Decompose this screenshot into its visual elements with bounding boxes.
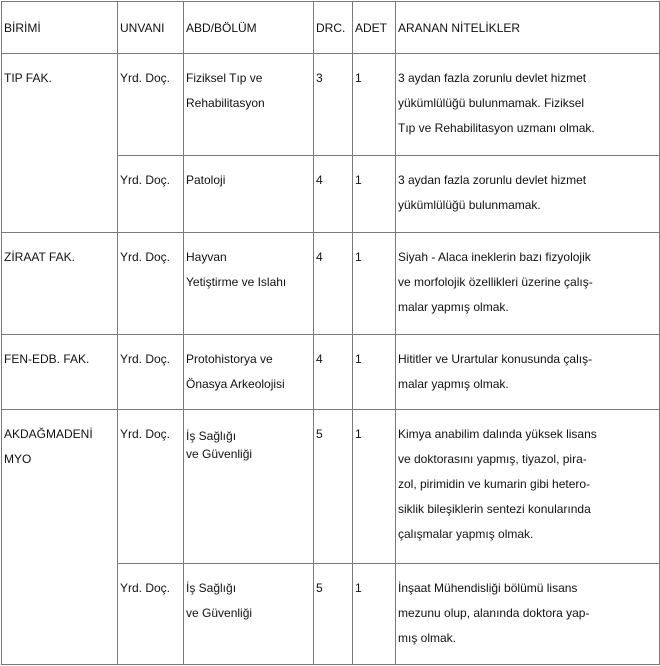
cell-adet	[353, 233, 396, 335]
cell-drc	[314, 156, 353, 233]
adet-value: 1	[355, 352, 362, 366]
cell-adet	[353, 410, 396, 564]
drc-value: 4	[316, 352, 323, 366]
table-row	[2, 335, 660, 410]
birim-text: AKDAĞMADENİ	[4, 427, 93, 441]
cell-adet	[353, 54, 396, 156]
cell-birim	[2, 410, 118, 665]
nitelik-text: Kimya anabilim dalında yüksek lisans	[398, 427, 597, 441]
drc-value: 3	[316, 71, 323, 85]
nitelik-text: malar yapmış olmak.	[398, 377, 509, 391]
cell-unvan	[118, 410, 184, 564]
nitelik-text: ve doktorasını yapmış, tiyazol, pira-	[398, 452, 587, 466]
unvan-text: Yrd. Doç.	[120, 250, 171, 264]
cell-birim	[2, 335, 118, 410]
nitelik-text: çalışmalar yapmış olmak.	[398, 527, 534, 541]
adet-value: 1	[355, 173, 362, 187]
nitelik-text: yükümlülüğü bulunmamak.	[398, 198, 541, 212]
nitelik-text: malar yapmış olmak.	[398, 300, 509, 314]
nitelik-text: mezunu olup, alanında doktora yap-	[398, 606, 590, 620]
abd-text: Rehabilitasyon	[186, 96, 265, 110]
unvan-text: Yrd. Doç.	[120, 71, 171, 85]
cell-abd	[184, 156, 314, 233]
header-unvan: UNVANI	[118, 2, 184, 54]
cell-drc	[314, 54, 353, 156]
cell-unvan	[118, 156, 184, 233]
abd-text: ve Güvenliği	[186, 606, 253, 620]
birim-text: ZİRAAT FAK.	[4, 250, 75, 264]
table-row	[2, 410, 660, 564]
cell-unvan	[118, 54, 184, 156]
drc-value: 4	[316, 173, 323, 187]
cell-abd	[184, 564, 314, 665]
cell-unvan	[118, 233, 184, 335]
abd-text: Protohistorya ve	[186, 352, 273, 366]
nitelik-text: İnşaat Mühendisliği bölümü lisans	[398, 581, 578, 595]
nitelik-text: 3 aydan fazla zorunlu devlet hizmet	[398, 71, 587, 85]
header-birim: BİRİMİ	[2, 2, 118, 54]
cell-drc	[314, 233, 353, 335]
cell-adet	[353, 156, 396, 233]
abd-text: Fiziksel Tıp ve	[186, 71, 263, 85]
cell-drc	[314, 564, 353, 665]
cell-nitelik	[396, 335, 660, 410]
cell-nitelik	[396, 54, 660, 156]
drc-value: 4	[316, 250, 323, 264]
adet-value: 1	[355, 427, 362, 441]
header-nitelik: ARANAN NİTELİKLER	[396, 2, 660, 54]
cell-abd	[184, 410, 314, 564]
header-adet: ADET	[353, 2, 396, 54]
positions-table	[1, 1, 660, 665]
cell-abd	[184, 335, 314, 410]
cell-unvan	[118, 335, 184, 410]
cell-birim	[2, 54, 118, 233]
cell-unvan	[118, 564, 184, 665]
cell-abd	[184, 54, 314, 156]
table-row	[2, 54, 660, 156]
table-row	[2, 233, 660, 335]
nitelik-text: siklik bileşiklerin sentezi konularında	[398, 502, 591, 516]
nitelik-text: Hititler ve Urartular konusunda çalış-	[398, 352, 593, 366]
abd-text: Hayvan	[186, 250, 227, 264]
nitelik-text: ve morfolojik özellikleri üzerine çalış-	[398, 275, 593, 289]
nitelik-text: Siyah - Alaca ineklerin bazı fizyolojik	[398, 250, 591, 264]
abd-text: Patoloji	[186, 173, 226, 187]
cell-adet	[353, 564, 396, 665]
nitelik-text: 3 aydan fazla zorunlu devlet hizmet	[398, 173, 587, 187]
cell-nitelik	[396, 564, 660, 665]
nitelik-text: zol, pirimidin ve kumarin gibi hetero-	[398, 477, 591, 491]
adet-value: 1	[355, 250, 362, 264]
adet-value: 1	[355, 581, 362, 595]
abd-text: Yetiştirme ve Islahı	[186, 275, 287, 289]
unvan-text: Yrd. Doç.	[120, 427, 171, 441]
birim-text: FEN-EDB. FAK.	[4, 352, 90, 366]
header-row	[2, 2, 660, 54]
nitelik-text: Tıp ve Rehabilitasyon uzmanı olmak.	[398, 121, 595, 135]
abd-text: İş Sağlığı	[186, 581, 237, 595]
cell-nitelik	[396, 410, 660, 564]
unvan-text: Yrd. Doç.	[120, 581, 171, 595]
cell-drc	[314, 410, 353, 564]
adet-value: 1	[355, 71, 362, 85]
header-abd: ABD/BÖLÜM	[184, 2, 314, 54]
cell-birim	[2, 233, 118, 335]
drc-value: 5	[316, 581, 323, 595]
cell-drc	[314, 335, 353, 410]
unvan-text: Yrd. Doç.	[120, 173, 171, 187]
abd-text: Önasya Arkeolojisi	[186, 377, 285, 391]
nitelik-text: mış olmak.	[398, 631, 457, 645]
birim-text: TIP FAK.	[4, 71, 52, 85]
abd-text: İş Sağlığı	[186, 429, 237, 443]
cell-adet	[353, 335, 396, 410]
cell-nitelik	[396, 156, 660, 233]
header-drc: DRC.	[314, 2, 353, 54]
drc-value: 5	[316, 427, 323, 441]
cell-abd	[184, 233, 314, 335]
abd-text: ve Güvenliği	[186, 447, 253, 461]
nitelik-text: yükümlülüğü bulunmamak. Fiziksel	[398, 96, 585, 110]
birim-text: MYO	[4, 452, 32, 466]
cell-nitelik	[396, 233, 660, 335]
unvan-text: Yrd. Doç.	[120, 352, 171, 366]
